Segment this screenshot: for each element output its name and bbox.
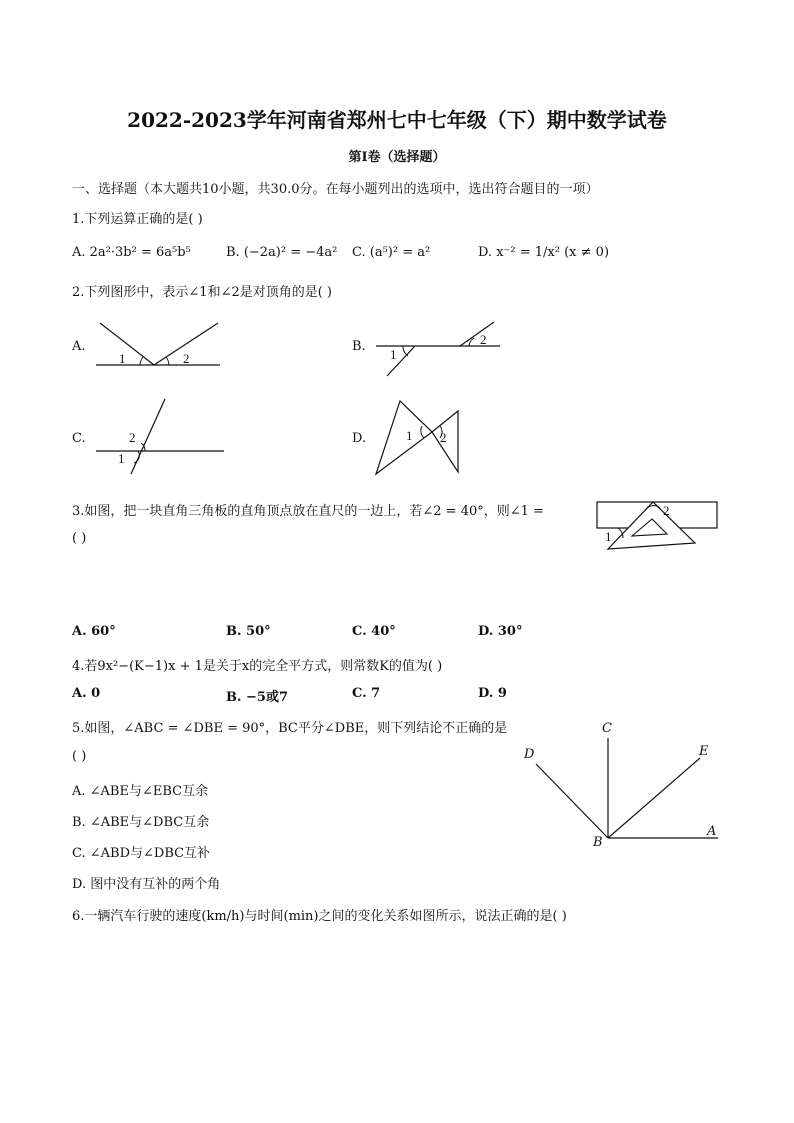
fig-d-angle-2-label: 2 xyxy=(440,430,447,445)
fig-a-angle-1-label: 1 xyxy=(119,351,126,366)
question-3-option-b: B. 50° xyxy=(226,624,271,639)
question-2-option-c-label: C. xyxy=(72,431,86,446)
question-4-option-a: A. 0 xyxy=(72,686,101,701)
fig-q5-label-C: C xyxy=(602,721,612,736)
question-6-stem: 6.一辆汽车行驶的速度(km/h)与时间(min)之间的变化关系如图所示，说法正确的是( ) xyxy=(72,909,567,924)
fig-q5-label-D: D xyxy=(524,747,535,762)
section-volume-title: 第I卷（选择题） xyxy=(348,150,446,165)
fig-b-angle-1-label: 1 xyxy=(390,347,397,362)
question-3-stem-line1: 3.如图，把一块直角三角板的直角顶点放在直尺的一边上，若∠2 = 40°，则∠1 = xyxy=(72,504,544,519)
question-5-stem-line1: 5.如图，∠ABC = ∠DBE = 90°，BC平分∠DBE，则下列结论不正确的是 xyxy=(72,721,508,736)
fig-d-angle-1-label: 1 xyxy=(406,428,413,443)
question-5-stem-line2: ( ) xyxy=(72,749,87,764)
fig-c-angle-2-label: 2 xyxy=(129,430,136,445)
question-3-option-d: D. 30° xyxy=(478,624,523,639)
fig-a-angle-2-label: 2 xyxy=(183,351,190,366)
question-3-option-a: A. 60° xyxy=(72,624,116,639)
fig-q3-angle-1-label: 1 xyxy=(605,529,612,544)
question-5-option-a: A. ∠ABE与∠EBC互余 xyxy=(72,784,209,799)
question-2-option-b-label: B. xyxy=(352,339,366,354)
question-2-stem: 2.下列图形中，表示∠1和∠2是对顶角的是( ) xyxy=(72,285,333,300)
question-1-option-d: D. x⁻² = 1/x² (x ≠ 0) xyxy=(478,245,610,260)
question-1-option-b: B. (−2a)² = −4a² xyxy=(226,245,338,260)
question-4-option-c: C. 7 xyxy=(352,686,381,701)
question-4-option-d: D. 9 xyxy=(478,686,507,701)
section-instructions: 一、选择题（本大题共10小题，共30.0分。在每小题列出的选项中，选出符合题目的一项） xyxy=(72,182,599,197)
fig-q5-label-E: E xyxy=(699,744,709,759)
question-3-stem-line2: ( ) xyxy=(72,531,87,546)
question-1-option-a: A. 2a²·3b² = 6a⁵b⁵ xyxy=(72,245,191,260)
fig-b-angle-2-label: 2 xyxy=(480,332,487,347)
question-1-option-c: C. (a⁵)² = a² xyxy=(352,245,431,260)
fig-q5-label-B: B xyxy=(593,835,603,850)
question-4-stem: 4.若9x²−(K−1)x + 1是关于x的完全平方式，则常数K的值为( ) xyxy=(72,659,443,674)
page-title: 2022-2023学年河南省郑州七中七年级（下）期中数学试卷 xyxy=(127,108,667,132)
fig-q3-angle-2-label: 2 xyxy=(663,503,670,518)
fig-c-angle-1-label: 1 xyxy=(118,451,125,466)
question-2-option-d-label: D. xyxy=(352,431,367,446)
question-5-option-c: C. ∠ABD与∠DBC互补 xyxy=(72,846,211,861)
question-2-option-a-label: A. xyxy=(72,339,86,354)
question-3-option-c: C. 40° xyxy=(352,624,396,639)
question-4-option-b: B. −5或7 xyxy=(226,690,289,705)
question-5-option-b: B. ∠ABE与∠DBC互余 xyxy=(72,815,210,830)
fig-q5-label-A: A xyxy=(707,824,717,839)
question-5-option-d: D. 图中没有互补的两个角 xyxy=(72,877,221,892)
question-1-stem: 1.下列运算正确的是( ) xyxy=(72,212,203,227)
